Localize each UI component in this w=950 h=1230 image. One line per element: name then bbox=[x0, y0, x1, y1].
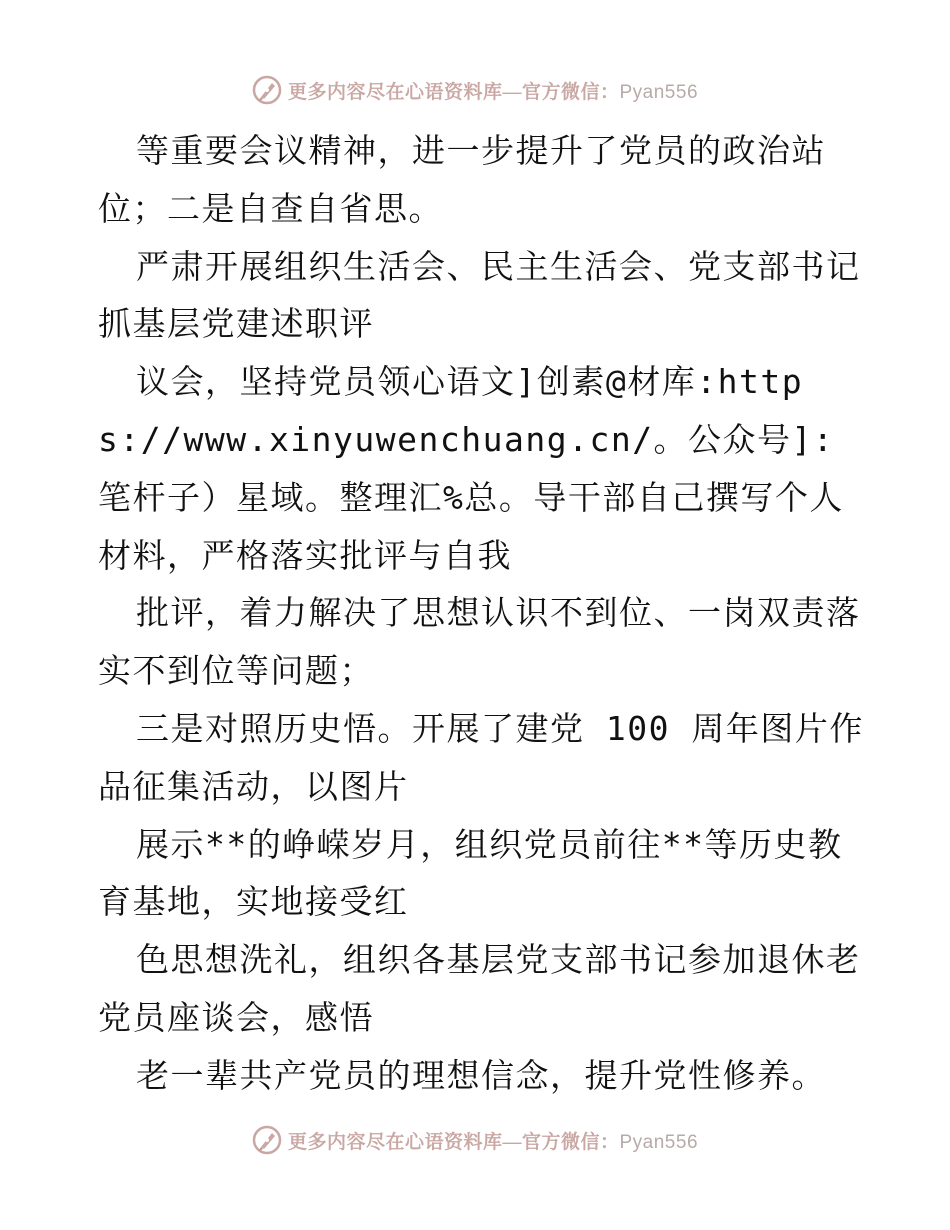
paragraph: 等重要会议精神，进一步提升了党员的政治站位；二是自查自省思。 bbox=[98, 131, 826, 228]
paragraph: 色思想洗礼，组织各基层党支部书记参加退休老党员座谈会，感悟 bbox=[98, 940, 861, 1037]
paragraph: 批评，着力解决了思想认识不到位、一岗双责落实不到位等问题； bbox=[98, 593, 861, 691]
paragraph: 老一辈共产党员的理想信念，提升党性修养。 bbox=[136, 1055, 826, 1095]
footer-watermark-banner bbox=[0, 1123, 950, 1157]
paragraph: 三是对照历史悟。开展了建党 100 周年图片作品征集活动，以图片 bbox=[98, 708, 864, 806]
footer-wechat-id: Pyan556 bbox=[619, 1131, 699, 1153]
header-banner-text: 更多内容尽在心语资料库—官方微信：Pyan556 bbox=[287, 81, 699, 103]
header-watermark-banner bbox=[0, 73, 950, 107]
footer-banner-text: 更多内容尽在心语资料库—官方微信：Pyan556 bbox=[287, 1131, 699, 1153]
paragraph: 严肃开展组织生活会、民主生活会、党支部书记抓基层党建述职评 bbox=[98, 246, 861, 344]
quill-pen-logo-icon bbox=[252, 75, 282, 105]
paragraph: 展示**的峥嵘岁月，组织党员前往**等历史教育基地，实地接受红 bbox=[98, 824, 843, 922]
header-wechat-id: Pyan556 bbox=[619, 81, 699, 103]
paragraph: 议会，坚持党员领心语文]创素@材库:https://www.xinyuwenchuang.cn/。公众号]: 笔杆子）星域。整理汇%总。导干部自己撰写个人材料，严格落实批评与自我 bbox=[98, 362, 844, 575]
body-text bbox=[98, 122, 868, 1105]
quill-pen-logo-icon bbox=[252, 1125, 282, 1155]
